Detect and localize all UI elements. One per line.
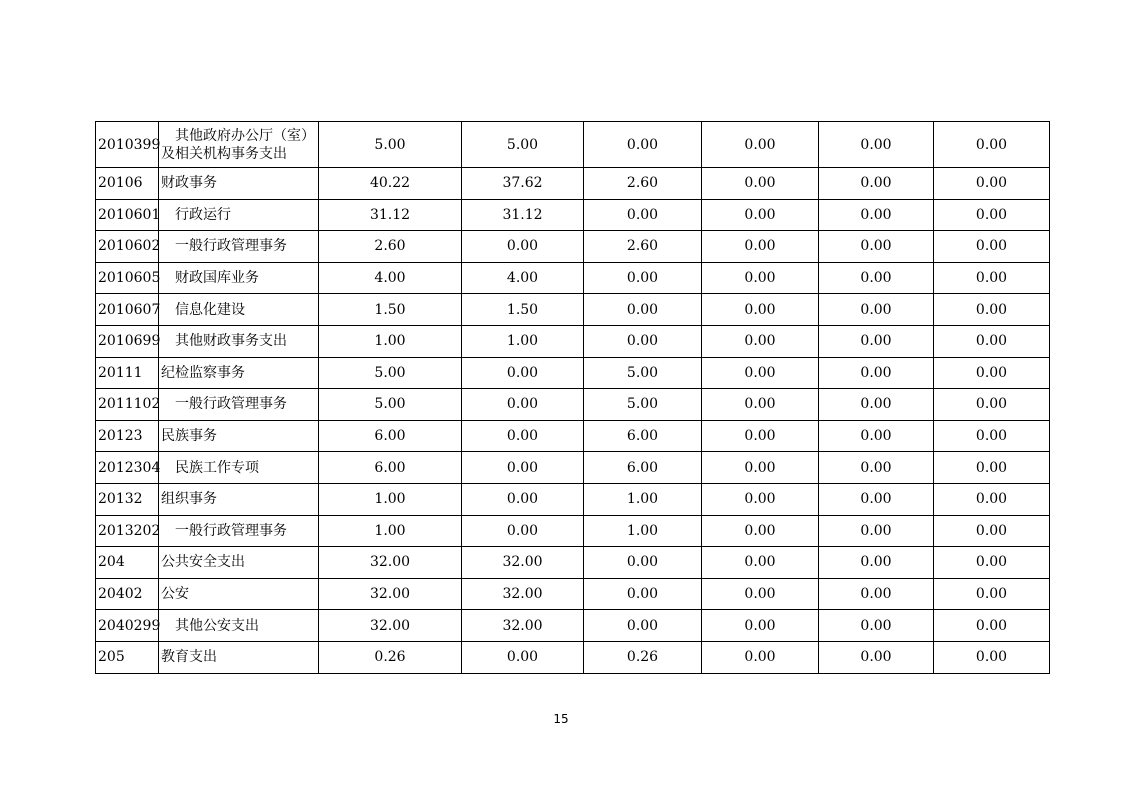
amount-cell: 0.00 (934, 452, 1050, 484)
amount-cell: 0.00 (819, 515, 934, 547)
amount-cell: 5.00 (319, 357, 462, 389)
amount-cell: 0.00 (702, 452, 819, 484)
amount-cell: 0.00 (462, 641, 584, 673)
amount-cell: 0.00 (934, 122, 1050, 168)
subject-code: 2010605 (96, 262, 159, 294)
amount-cell: 2.60 (584, 168, 702, 200)
amount-cell: 0.00 (462, 483, 584, 515)
amount-cell: 0.00 (934, 515, 1050, 547)
subject-name: 一般行政管理事务 (159, 389, 319, 421)
amount-cell: 1.00 (584, 483, 702, 515)
amount-cell: 6.00 (319, 452, 462, 484)
subject-name: 组织事务 (159, 483, 319, 515)
amount-cell: 0.00 (584, 122, 702, 168)
amount-cell: 31.12 (319, 199, 462, 231)
amount-cell: 0.00 (819, 420, 934, 452)
amount-cell: 0.00 (819, 357, 934, 389)
amount-cell: 0.00 (462, 420, 584, 452)
amount-cell: 0.00 (819, 641, 934, 673)
amount-cell: 0.00 (819, 231, 934, 263)
table-row (96, 199, 1050, 231)
amount-cell: 0.00 (702, 547, 819, 579)
amount-cell: 0.00 (819, 578, 934, 610)
amount-cell: 0.00 (584, 199, 702, 231)
table-row (96, 231, 1050, 263)
subject-name: 教育支出 (159, 641, 319, 673)
subject-code: 2011102 (96, 389, 159, 421)
expenditure-table (95, 121, 1050, 674)
amount-cell: 0.00 (819, 547, 934, 579)
subject-code: 2013202 (96, 515, 159, 547)
amount-cell: 0.00 (702, 610, 819, 642)
amount-cell: 0.00 (702, 515, 819, 547)
amount-cell: 32.00 (462, 610, 584, 642)
amount-cell: 1.00 (462, 325, 584, 357)
amount-cell: 0.00 (702, 325, 819, 357)
amount-cell: 32.00 (319, 610, 462, 642)
amount-cell: 2.60 (319, 231, 462, 263)
table-row (96, 325, 1050, 357)
amount-cell: 32.00 (462, 578, 584, 610)
table-row (96, 122, 1050, 168)
subject-code: 2010601 (96, 199, 159, 231)
amount-cell: 0.00 (702, 357, 819, 389)
amount-cell: 1.00 (584, 515, 702, 547)
amount-cell: 0.00 (934, 199, 1050, 231)
subject-name: 其他公安支出 (159, 610, 319, 642)
subject-name-line-2: 及相关机构事务支出 (161, 145, 287, 162)
subject-name: 其他财政事务支出 (159, 325, 319, 357)
table-row (96, 389, 1050, 421)
amount-cell: 32.00 (319, 547, 462, 579)
amount-cell: 0.00 (819, 262, 934, 294)
amount-cell: 4.00 (319, 262, 462, 294)
subject-name: 信息化建设 (159, 294, 319, 326)
subject-code: 20106 (96, 168, 159, 200)
amount-cell: 0.00 (934, 641, 1050, 673)
amount-cell: 0.00 (934, 357, 1050, 389)
amount-cell: 0.00 (702, 641, 819, 673)
table-row (96, 420, 1050, 452)
table-row (96, 515, 1050, 547)
amount-cell: 1.50 (462, 294, 584, 326)
amount-cell: 0.00 (702, 199, 819, 231)
amount-cell: 0.26 (584, 641, 702, 673)
amount-cell: 0.00 (819, 483, 934, 515)
amount-cell: 32.00 (319, 578, 462, 610)
amount-cell: 1.00 (319, 515, 462, 547)
amount-cell: 5.00 (319, 122, 462, 168)
table-row (96, 452, 1050, 484)
table-row (96, 262, 1050, 294)
amount-cell: 6.00 (319, 420, 462, 452)
amount-cell: 0.00 (584, 547, 702, 579)
amount-cell: 0.00 (934, 420, 1050, 452)
subject-code: 2010607 (96, 294, 159, 326)
amount-cell: 0.00 (462, 231, 584, 263)
amount-cell: 0.00 (934, 547, 1050, 579)
amount-cell: 0.00 (702, 294, 819, 326)
amount-cell: 37.62 (462, 168, 584, 200)
subject-name: 民族事务 (159, 420, 319, 452)
subject-code: 20111 (96, 357, 159, 389)
amount-cell: 0.00 (819, 325, 934, 357)
subject-code: 2010602 (96, 231, 159, 263)
amount-cell: 0.00 (934, 483, 1050, 515)
subject-name (159, 122, 319, 168)
amount-cell: 5.00 (584, 389, 702, 421)
subject-name: 民族工作专项 (159, 452, 319, 484)
amount-cell: 0.00 (819, 168, 934, 200)
table-row (96, 641, 1050, 673)
table-row (96, 357, 1050, 389)
amount-cell: 0.00 (934, 231, 1050, 263)
amount-cell: 6.00 (584, 420, 702, 452)
amount-cell: 6.00 (584, 452, 702, 484)
subject-name-line-1: 其他政府办公厅（室） (175, 127, 315, 144)
amount-cell: 0.00 (819, 294, 934, 326)
subject-code: 205 (96, 641, 159, 673)
subject-name: 财政国库业务 (159, 262, 319, 294)
amount-cell: 0.00 (584, 578, 702, 610)
amount-cell: 0.00 (934, 578, 1050, 610)
table-row (96, 578, 1050, 610)
amount-cell: 40.22 (319, 168, 462, 200)
table-row (96, 168, 1050, 200)
table-row (96, 294, 1050, 326)
amount-cell: 5.00 (319, 389, 462, 421)
amount-cell: 0.00 (934, 325, 1050, 357)
amount-cell: 31.12 (462, 199, 584, 231)
subject-code: 20132 (96, 483, 159, 515)
subject-code: 2012304 (96, 452, 159, 484)
amount-cell: 0.00 (702, 168, 819, 200)
subject-code: 204 (96, 547, 159, 579)
subject-name: 财政事务 (159, 168, 319, 200)
amount-cell: 2.60 (584, 231, 702, 263)
amount-cell: 5.00 (584, 357, 702, 389)
amount-cell: 0.00 (584, 325, 702, 357)
amount-cell: 0.00 (462, 357, 584, 389)
amount-cell: 0.00 (819, 452, 934, 484)
amount-cell: 0.00 (462, 389, 584, 421)
amount-cell: 4.00 (462, 262, 584, 294)
amount-cell: 0.00 (584, 262, 702, 294)
amount-cell: 0.00 (462, 452, 584, 484)
amount-cell: 1.00 (319, 325, 462, 357)
subject-name: 行政运行 (159, 199, 319, 231)
subject-code: 2010699 (96, 325, 159, 357)
page-number: 15 (553, 712, 569, 726)
subject-name: 公安 (159, 578, 319, 610)
amount-cell: 32.00 (462, 547, 584, 579)
subject-name: 一般行政管理事务 (159, 231, 319, 263)
amount-cell: 0.00 (702, 578, 819, 610)
table-row (96, 610, 1050, 642)
amount-cell: 0.00 (702, 420, 819, 452)
amount-cell: 0.26 (319, 641, 462, 673)
subject-code: 20123 (96, 420, 159, 452)
amount-cell: 0.00 (702, 122, 819, 168)
subject-name: 公共安全支出 (159, 547, 319, 579)
amount-cell: 0.00 (934, 294, 1050, 326)
amount-cell: 0.00 (934, 610, 1050, 642)
subject-code: 20402 (96, 578, 159, 610)
amount-cell: 0.00 (702, 389, 819, 421)
amount-cell: 0.00 (819, 199, 934, 231)
subject-code: 2010399 (96, 122, 159, 168)
amount-cell: 1.50 (319, 294, 462, 326)
table-row (96, 483, 1050, 515)
amount-cell: 0.00 (584, 610, 702, 642)
amount-cell: 0.00 (702, 262, 819, 294)
amount-cell: 0.00 (819, 610, 934, 642)
amount-cell: 0.00 (584, 294, 702, 326)
amount-cell: 0.00 (462, 515, 584, 547)
amount-cell: 0.00 (819, 389, 934, 421)
amount-cell: 0.00 (702, 231, 819, 263)
table-row (96, 547, 1050, 579)
amount-cell: 1.00 (319, 483, 462, 515)
amount-cell: 0.00 (819, 122, 934, 168)
subject-name: 一般行政管理事务 (159, 515, 319, 547)
amount-cell: 0.00 (934, 168, 1050, 200)
amount-cell: 0.00 (934, 389, 1050, 421)
subject-name: 纪检监察事务 (159, 357, 319, 389)
amount-cell: 5.00 (462, 122, 584, 168)
amount-cell: 0.00 (702, 483, 819, 515)
table-body (96, 122, 1050, 674)
subject-code: 2040299 (96, 610, 159, 642)
amount-cell: 0.00 (934, 262, 1050, 294)
